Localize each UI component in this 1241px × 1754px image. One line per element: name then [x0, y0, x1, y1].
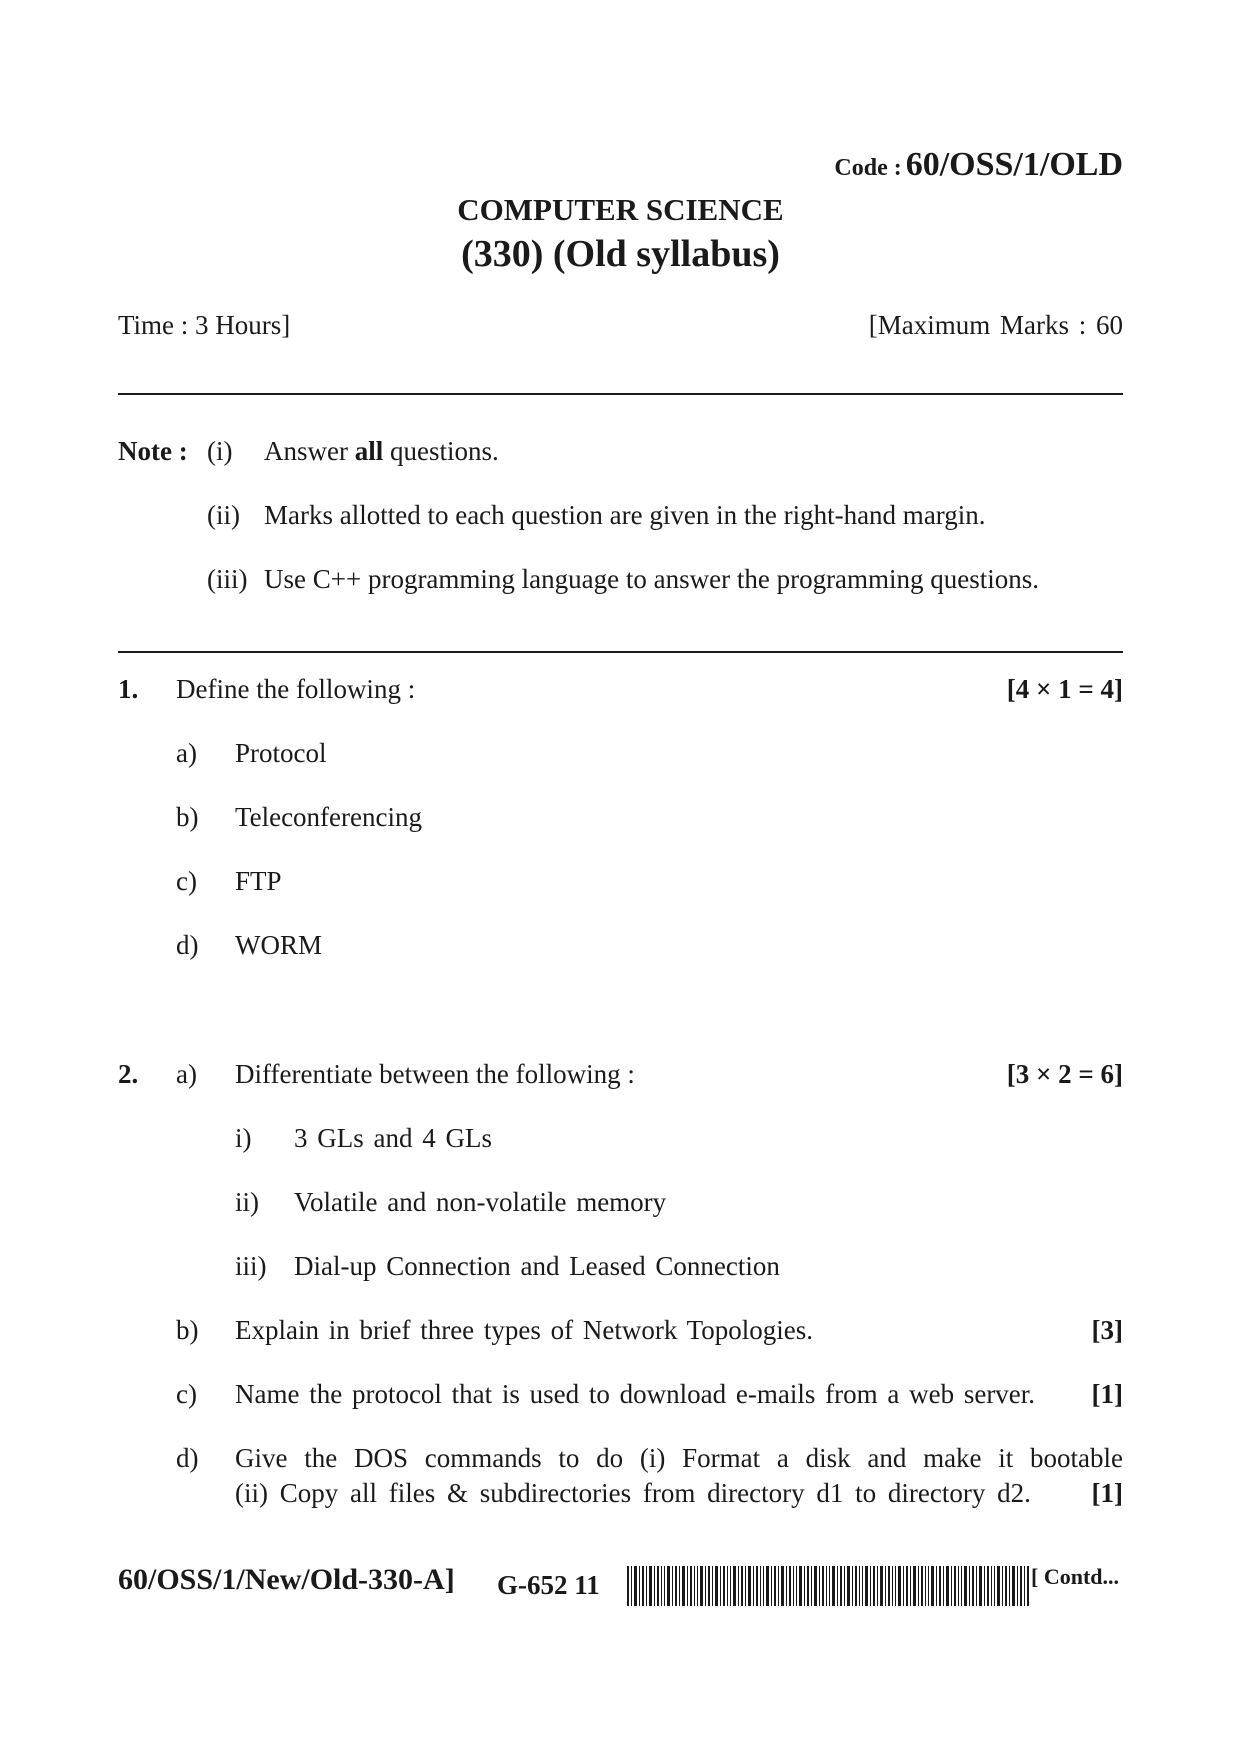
- part-text-continued: (ii) Copy all files & subdirectories from directory d1 to directory d2.: [235, 1478, 1031, 1508]
- note-item: Use C++ programming language to answer the programming questions.: [264, 564, 1040, 594]
- note-item: Marks allotted to each question are given in the right-hand margin.: [264, 500, 986, 530]
- part-marker: d): [176, 930, 199, 960]
- continued-marker: [ Contd...: [1031, 1564, 1120, 1589]
- part-marker: b): [176, 1315, 199, 1345]
- code-value: 60/OSS/1/OLD: [905, 146, 1123, 183]
- part-marker: a): [176, 1059, 197, 1089]
- question-text: Define the following :: [176, 674, 416, 704]
- part-text: Protocol: [235, 738, 327, 768]
- subpart-marker: i): [235, 1123, 252, 1153]
- note-marker: (ii): [207, 500, 240, 530]
- part-marker: b): [176, 802, 199, 832]
- question-marks: [4 × 1 = 4]: [1006, 674, 1123, 704]
- part-marker: c): [176, 1379, 197, 1409]
- barcode-graphic: [627, 1566, 1029, 1606]
- part-text: Teleconferencing: [235, 802, 422, 832]
- subject-code: (330) (Old syllabus): [461, 233, 780, 275]
- part-text: Explain in brief three types of Network Topologies.: [235, 1315, 813, 1345]
- time-allowed: Time : 3 Hours]: [118, 310, 291, 340]
- subpart-marker: ii): [235, 1187, 259, 1217]
- question-number: 1.: [118, 674, 139, 704]
- question-marks: [3 × 2 = 6]: [1006, 1059, 1123, 1089]
- note-marker: (i): [207, 436, 233, 466]
- subpart-text: Volatile and non-volatile memory: [294, 1187, 667, 1217]
- part-marker: d): [176, 1443, 199, 1473]
- maximum-marks: [Maximum Marks : 60: [868, 310, 1123, 340]
- footer-paper-code: 60/OSS/1/New/Old-330-A]: [118, 1563, 455, 1596]
- subpart-text: Dial-up Connection and Leased Connection: [294, 1251, 780, 1281]
- part-text: Name the protocol that is used to download e-mails from a web server.: [235, 1379, 1036, 1409]
- note-marker: (iii): [207, 564, 248, 594]
- subpart-marker: iii): [235, 1251, 267, 1281]
- part-text: Differentiate between the following :: [235, 1059, 635, 1089]
- footer-sub-code: G-652 11: [497, 1570, 600, 1600]
- question-marks: [3]: [1091, 1315, 1123, 1345]
- code-label: Code :: [834, 155, 902, 181]
- part-text: Give the DOS commands to do (i) Format a disk and make it bootable: [235, 1443, 1123, 1473]
- note-text: questions.: [383, 436, 499, 466]
- question-marks: [1]: [1091, 1478, 1123, 1508]
- divider-top: [118, 393, 1123, 395]
- part-text: FTP: [235, 866, 282, 896]
- note-item: [264, 436, 499, 467]
- barcode: [627, 1566, 1029, 1606]
- question-number: 2.: [118, 1059, 139, 1089]
- note-bold-text: all: [354, 436, 384, 466]
- note-label: Note :: [118, 436, 188, 466]
- subject-title: COMPUTER SCIENCE: [457, 192, 784, 227]
- divider-bottom: [118, 651, 1123, 653]
- part-marker: c): [176, 866, 197, 896]
- part-text: WORM: [235, 930, 322, 960]
- question-marks: [1]: [1091, 1379, 1123, 1409]
- subpart-text: 3 GLs and 4 GLs: [294, 1123, 492, 1153]
- exam-code: [834, 146, 1123, 184]
- part-marker: a): [176, 738, 197, 768]
- note-text: Answer: [264, 436, 355, 466]
